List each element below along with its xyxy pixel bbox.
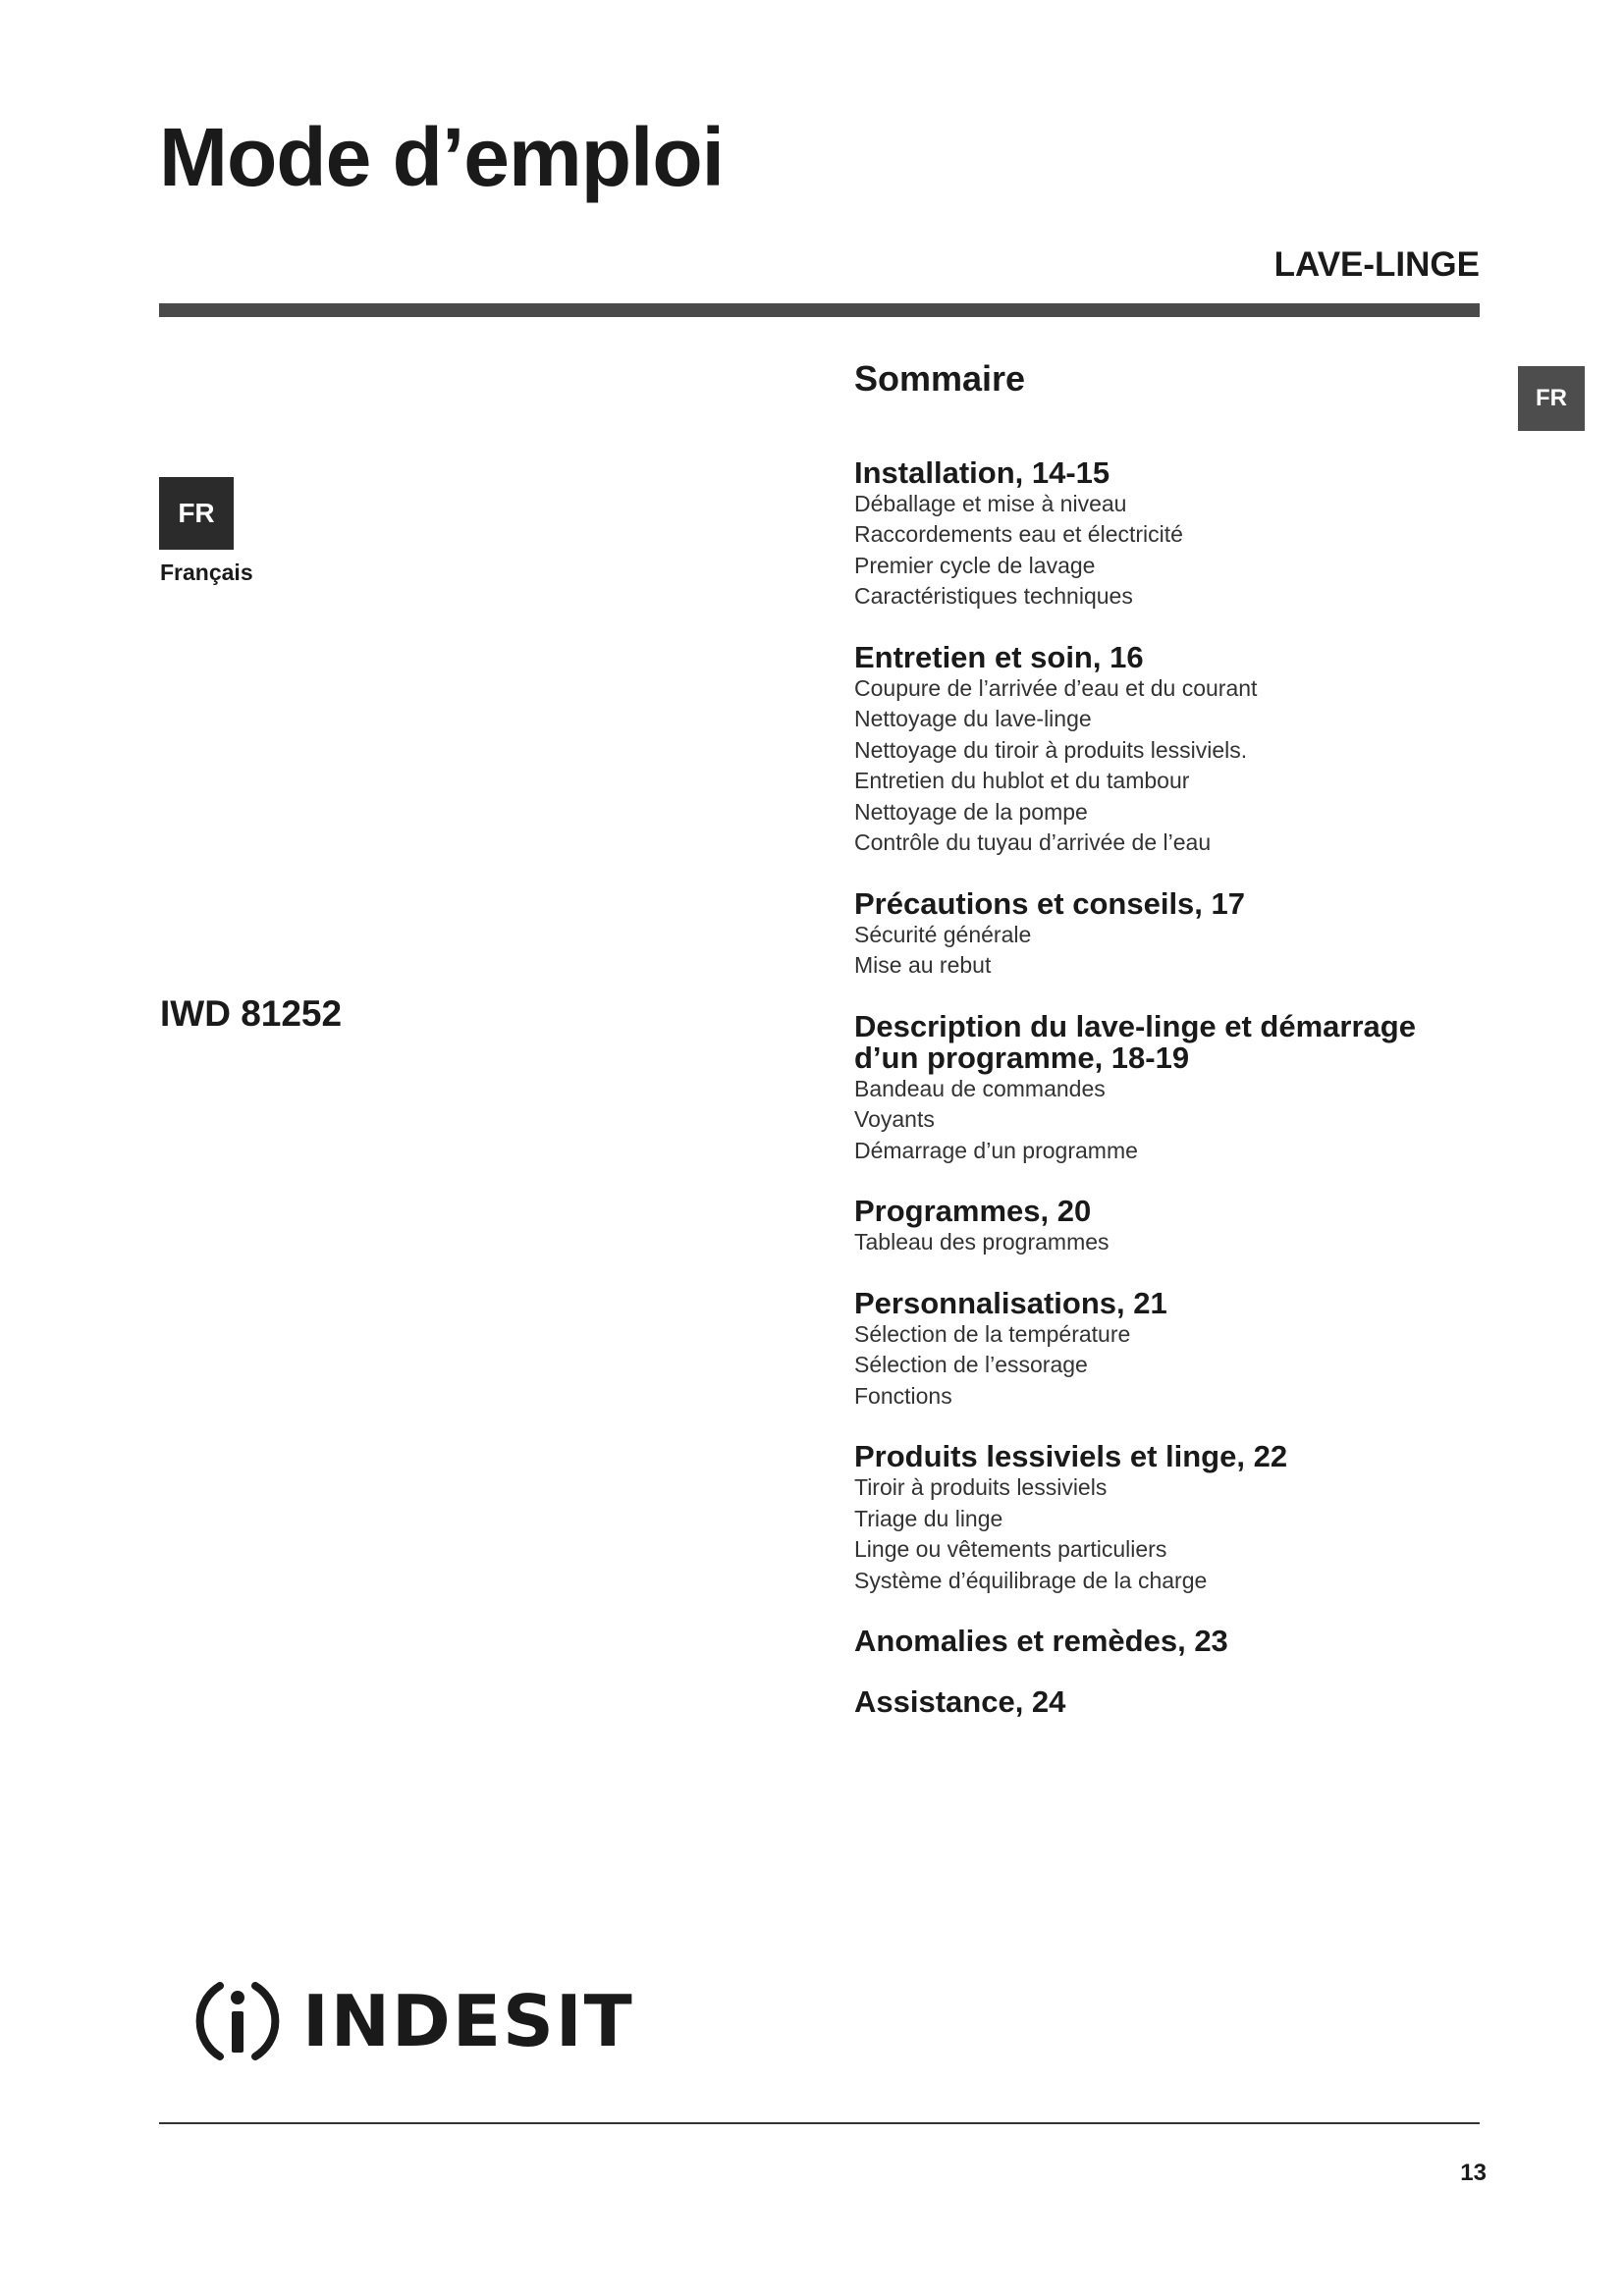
toc-item: Sélection de la température xyxy=(854,1320,1131,1347)
language-edge-tab: FR xyxy=(1518,366,1585,431)
brand-name: INDESIT xyxy=(302,1980,634,2062)
toc-item: Caractéristiques techniques xyxy=(854,583,1133,610)
toc-section-title: Assistance, 24 xyxy=(854,1684,1066,1720)
toc-item: Nettoyage du tiroir à produits lessiviels. xyxy=(854,736,1248,763)
brand-logo xyxy=(187,1970,634,2072)
toc-item: Linge ou vêtements particuliers xyxy=(854,1536,1167,1563)
toc-item: Raccordements eau et électricité xyxy=(854,521,1183,548)
toc-item: Coupure de l’arrivée d’eau et du courant xyxy=(854,674,1258,701)
toc-section-title: Entretien et soin, 16 xyxy=(854,639,1144,674)
footer-divider xyxy=(159,2122,1480,2124)
toc-section xyxy=(854,1686,1483,1718)
toc-section xyxy=(854,1626,1483,1657)
toc-item: Fonctions xyxy=(854,1382,952,1409)
page-number: 13 xyxy=(1460,2160,1487,2186)
toc-heading: Sommaire xyxy=(854,358,1026,399)
toc-section-title: Précautions et conseils, 17 xyxy=(854,885,1246,921)
toc-item: Entretien du hublot et du tambour xyxy=(854,768,1190,794)
toc-item: Nettoyage de la pompe xyxy=(854,798,1088,825)
toc-section-title: Programmes, 20 xyxy=(854,1194,1092,1229)
toc-item: Sélection de l’essorage xyxy=(854,1352,1088,1378)
toc-section-title: Produits lessiviels et linge, 22 xyxy=(854,1439,1288,1474)
page-title: Mode d’emploi xyxy=(159,111,724,203)
toc-item: Sécurité générale xyxy=(854,921,1032,947)
model-number: IWD 81252 xyxy=(160,993,343,1034)
toc-section xyxy=(854,639,1483,859)
toc-item: Triage du linge xyxy=(854,1505,1003,1531)
toc-section-title: Anomalies et remèdes, 23 xyxy=(854,1624,1228,1659)
toc-section xyxy=(854,1285,1483,1413)
indesit-i-circle-icon xyxy=(187,1970,289,2072)
toc-item: Premier cycle de lavage xyxy=(854,552,1096,578)
toc-item: Contrôle du tuyau d’arrivée de l’eau xyxy=(854,829,1212,856)
toc-item: Démarrage d’un programme xyxy=(854,1137,1138,1163)
toc-item: Système d’équilibrage de la charge xyxy=(854,1567,1208,1593)
language-name: Français xyxy=(160,560,253,585)
document-type: LAVE-LINGE xyxy=(1273,245,1480,284)
toc-item: Nettoyage du lave-linge xyxy=(854,706,1092,732)
toc-section xyxy=(854,1008,1483,1167)
toc-section-title: Description du lave-linge et démarrage d’un programme, 18-19 xyxy=(854,1008,1416,1075)
toc-section xyxy=(854,885,1483,982)
toc-section-title: Personnalisations, 21 xyxy=(854,1285,1167,1320)
toc-section-title: Installation, 14-15 xyxy=(854,454,1110,490)
toc-item: Voyants xyxy=(854,1106,935,1133)
toc-section xyxy=(854,1196,1483,1258)
toc-item: Tiroir à produits lessiviels xyxy=(854,1474,1108,1501)
table-of-contents xyxy=(854,359,1483,1747)
toc-section xyxy=(854,1441,1483,1596)
header-divider xyxy=(159,303,1480,317)
toc-section xyxy=(854,454,1483,613)
toc-item: Bandeau de commandes xyxy=(854,1075,1106,1101)
toc-sections xyxy=(854,454,1483,1720)
language-badge: FR xyxy=(159,477,234,550)
toc-item: Tableau des programmes xyxy=(854,1229,1110,1255)
toc-item: Mise au rebut xyxy=(854,952,992,979)
toc-item: Déballage et mise à niveau xyxy=(854,490,1127,516)
